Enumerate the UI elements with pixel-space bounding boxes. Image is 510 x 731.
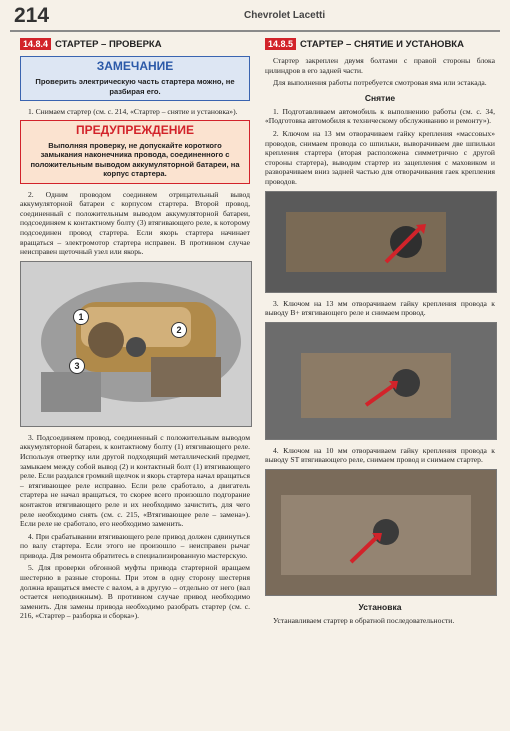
step-text: 2. Одним проводом соединяем отрицательный вывод аккумуляторной батареи с корпусом стартера. Второй провод, соединенный с положительным выводом аккумуляторной батареи, подсоединяем к контактному болту (3) втягивающего реле, к которому подсоединен провод стартера. Если якорь стартера начинает вращаться – электромотор стартера исправен. В противном случае неисправен щеточный узел или якорь.	[20, 189, 250, 257]
page-number: 214	[14, 4, 50, 27]
intro-text: Стартер закреплен двумя болтами с правой стороны блока цилиндров в его задней части.	[265, 56, 495, 75]
section-heading	[265, 38, 495, 50]
install-text: Устанавливаем стартер в обратной последовательности.	[273, 615, 455, 625]
equipment-text: Для выполнения работы потребуется смотровая яма или эстакада.	[273, 78, 487, 88]
section-heading	[20, 38, 250, 50]
step-text: 5. Для проверки обгонной муфты привода стартерной вращаем шестерню в разные стороны. При этом в одну сторону шестерня должна вращаться вместе с валом, а в другую – отдельно от него (вал остается неподвижным). В противном случае привод необходимо заменить. Для замены привода необходимо разобрать стартер (см. с. 216, «Стартер – разборка и сборка»).	[20, 563, 250, 621]
callout-2: 2	[171, 322, 187, 338]
section-title: СТАРТЕР – СНЯТИЕ И УСТАНОВКА	[300, 38, 464, 50]
terminal-illustration	[266, 323, 496, 439]
note-text: Проверить электрическую часть стартера можно, не разбирая его.	[35, 77, 235, 96]
starter-illustration	[21, 262, 251, 426]
step-text: 2. Ключом на 13 мм отворачиваем гайку крепления «массовых» проводов, снимаем провода со шпильки, выворачиваем две шпильки крепления стартера (вторая расположена симметрично с другой стороны стартера), выводим стартер из зацепления с маховиком и разворачиваем вниз задней частью для отворачивания гаек крепления проводов.	[265, 128, 495, 186]
left-column	[20, 38, 250, 624]
page-header	[0, 0, 510, 32]
running-title: Chevrolet Lacetti	[244, 10, 326, 21]
step-text: 4. Ключом на 10 мм отворачиваем гайку крепления провода к выводу ST втягивающего реле, снимаем провод и снимаем стартер.	[265, 445, 495, 465]
starter-photo	[20, 261, 252, 427]
warning-text: Выполняя проверку, не допускайте короткого замыкания наконечника провода, соединенного с положительным выводом аккумуляторной батареи, на корпус стартера.	[30, 140, 240, 179]
terminal-photo	[265, 322, 497, 440]
step-text: 4. При срабатывании втягивающего реле привод должен сдвинуться по валу стартера. Если этого не произошло – неисправен рычаг привода. Для ремонта обратитесь в специализированную мастерскую.	[20, 531, 250, 560]
note-box	[20, 56, 250, 101]
step-text: 1. Снимаем стартер (см. с. 214, «Стартер – снятие и установка»).	[28, 107, 238, 116]
section-title: СТАРТЕР – ПРОВЕРКА	[55, 38, 162, 50]
warning-box	[20, 120, 250, 184]
callout-3: 3	[69, 358, 85, 374]
bolt-photo	[265, 191, 497, 293]
section-number: 14.8.4	[20, 38, 51, 50]
install-heading: Установка	[358, 601, 402, 612]
note-title: ЗАМЕЧАНИЕ	[96, 59, 174, 73]
warning-title: ПРЕДУПРЕЖДЕНИЕ	[75, 122, 195, 137]
step-text: 1. Подготавливаем автомобиль к выполнению работы (см. с. 34, «Подготовка автомобиля к техническому обслуживанию и ремонту»).	[265, 106, 495, 126]
st-terminal-photo	[265, 469, 497, 596]
section-number: 14.8.5	[265, 38, 296, 50]
right-column	[265, 38, 495, 629]
callout-1: 1	[73, 309, 89, 325]
removal-heading: Снятие	[364, 92, 396, 103]
header-rule	[10, 30, 500, 32]
st-terminal-illustration	[266, 470, 496, 595]
step-text: 3. Подсоединяем провод, соединенный с положительным выводом аккумуляторной батареи, к контактному болту (1) втягивающего реле. Используя отвертку или другой подходящий металлический предмет, замыкаем между собой вывод (2) и контактный болт (1) втягивающего реле. Если раздался громкий щелчок и якорь стартера начал вращаться – втягивающее реле исправно. Если реле сработало, а двигатель стартера не начал вращаться, то скорее всего произошло подгорание контактов втягивающего реле и их необходимо зачистить, для чего реле необходимо снять (см. с. 215, «Втягивающее реле – замена»). Если реле не сработало, его необходимо заменить.	[20, 432, 250, 529]
bolt-illustration	[266, 192, 496, 292]
step-text: 3. Ключом на 13 мм отворачиваем гайку крепления провода к выводу B+ втягивающего реле и снимаем провод.	[265, 298, 495, 318]
